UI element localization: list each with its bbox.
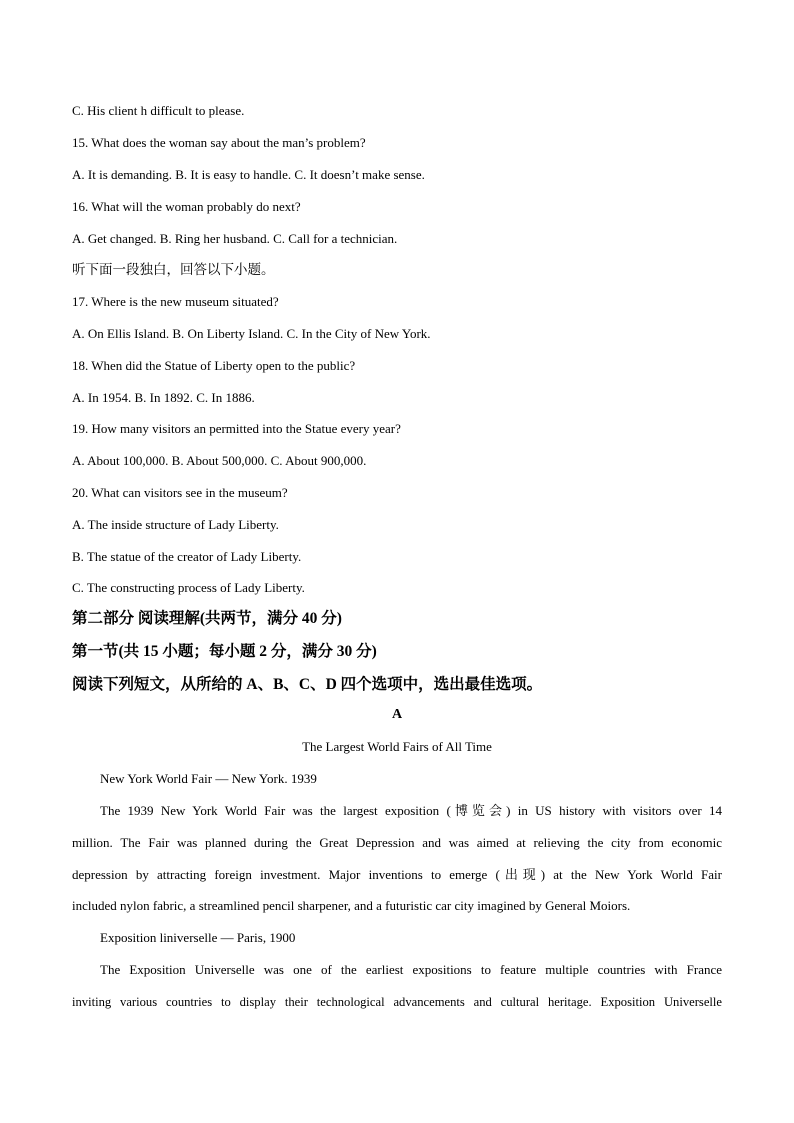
paragraph-line: depression by attracting foreign investment. Major inventions to emerge (出现) at the New York World Fair bbox=[72, 867, 722, 882]
paragraph-line: The 1939 New York World Fair was the largest exposition (博览会) in US history with visitors over 14 bbox=[100, 803, 722, 818]
paragraph-line: included nylon fabric, a streamlined pencil sharpener, and a futuristic car city imagined by General Moiors. bbox=[72, 898, 631, 913]
subheading-new-york: New York World Fair — New York. 1939 bbox=[100, 771, 317, 786]
instruction-monologue: 听下面一段独白，回答以下小题。 bbox=[72, 262, 275, 277]
option-line: C. His client h difficult to please. bbox=[72, 103, 245, 118]
option-20-b: B. The statue of the creator of Lady Liberty. bbox=[72, 549, 302, 564]
part-two-heading: 第二部分 阅读理解(共两节，满分 40 分) bbox=[72, 610, 342, 627]
subheading-paris: Exposition liniverselle — Paris, 1900 bbox=[100, 930, 296, 945]
options-16: A. Get changed. B. Ring her husband. C. Call for a technician. bbox=[72, 231, 398, 246]
options-19: A. About 100,000. B. About 500,000. C. About 900,000. bbox=[72, 453, 367, 468]
paragraph-line: The Exposition Universelle was one of the earliest expositions to feature multiple countries with France bbox=[100, 962, 722, 977]
options-18: A. In 1954. B. In 1892. C. In 1886. bbox=[72, 390, 255, 405]
options-17: A. On Ellis Island. B. On Liberty Island. C. In the City of New York. bbox=[72, 326, 431, 341]
reading-instruction: 阅读下列短文，从所给的 A、B、C、D 四个选项中，选出最佳选项。 bbox=[72, 676, 543, 693]
passage-letter: A bbox=[391, 707, 403, 722]
question-15: 15. What does the woman say about the man’s problem? bbox=[72, 135, 366, 150]
option-20-c: C. The constructing process of Lady Liberty. bbox=[72, 580, 305, 595]
option-20-a: A. The inside structure of Lady Liberty. bbox=[72, 517, 279, 532]
question-20: 20. What can visitors see in the museum? bbox=[72, 485, 288, 500]
section-one-heading: 第一节(共 15 小题；每小题 2 分，满分 30 分) bbox=[72, 643, 377, 660]
paragraph-line: inviting various countries to display their technological advancements and cultural heritage. Exposition Universelle bbox=[72, 995, 722, 1009]
paragraph-line: million. The Fair was planned during the Great Depression and was aimed at relieving the city from economic bbox=[72, 835, 722, 850]
question-18: 18. When did the Statue of Liberty open to the public? bbox=[72, 358, 356, 373]
passage-title: The Largest World Fairs of All Time bbox=[302, 739, 492, 754]
question-16: 16. What will the woman probably do next? bbox=[72, 199, 301, 214]
question-19: 19. How many visitors an permitted into the Statue every year? bbox=[72, 421, 401, 436]
question-17: 17. Where is the new museum situated? bbox=[72, 294, 279, 309]
options-15: A. It is demanding. B. It is easy to handle. C. It doesn’t make sense. bbox=[72, 167, 425, 182]
